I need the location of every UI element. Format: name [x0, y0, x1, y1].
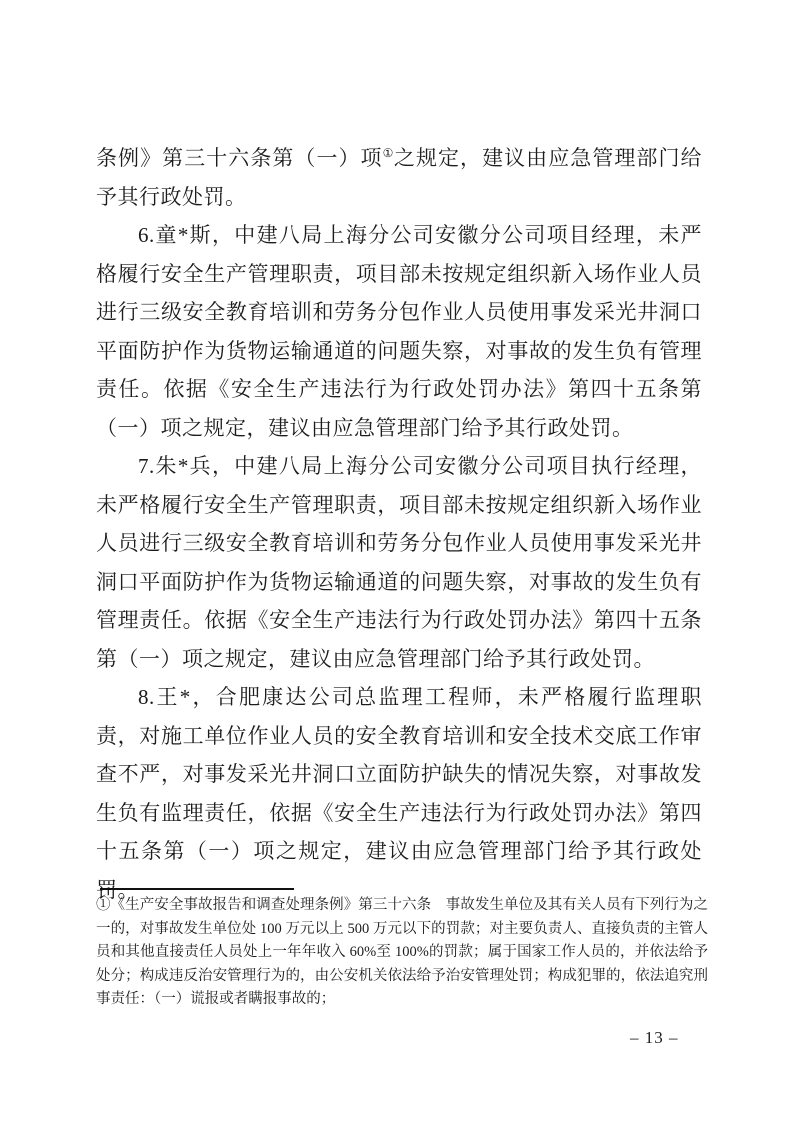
paragraph-continuation — [96, 139, 702, 216]
paragraph-item-7: 7.朱*兵，中建八局上海分公司安徽分公司项目执行经理，未严格履行安全生产管理职责，项目部未按规定组织新入场作业人员进行三级安全教育培训和劳务分包作业人员使用事发采光井洞口平面防护作为货物运输通道的问题失察，对事故的发生负有管理责任。依据《安全生产违法行为行政处罚办法》第四十五条第（一）项之规定，建议由应急管理部门给予其行政处罚。 — [96, 454, 702, 671]
continuation-text-before: 条例》第三十六条第（一）项 — [96, 146, 383, 170]
footnote — [96, 894, 708, 1012]
paragraph-item-8: 8.王*，合肥康达公司总监理工程师，未严格履行监理职责，对施工单位作业人员的安全教育培训和安全技术交底工作审查不严，对事发采光井洞口立面防护缺失的情况失察，对事故发生负有监理责任，依据《安全生产违法行为行政处罚办法》第四十五条第（一）项之规定，建议由应急管理部门给予其行政处罚。 — [96, 685, 702, 902]
footnote-marker: ① — [96, 897, 111, 913]
body-text — [96, 139, 702, 909]
footnote-text: 《生产安全事故报告和调查处理条例》第三十六条 事故发生单位及其有关人员有下列行为之一的，对事故发生单位处 100 万元以上 500 万元以下的罚款；对主要负责人、直接负责的主管人员和其他直接责任人员处上一年年收入 60%至 100%的罚款；属于国家工作人员的，并依法给予处分；构成违反治安管理行为的，由公安机关依法给予治安管理处罚；构成犯罪的，依法追究刑事责任：（一）谎报或者瞒报事故的； — [96, 897, 709, 1007]
footnote-separator-rule — [100, 888, 294, 890]
paragraph-item-6: 6.童*斯，中建八局上海分公司安徽分公司项目经理，未严格履行安全生产管理职责，项目部未按规定组织新入场作业人员进行三级安全教育培训和劳务分包作业人员使用事发采光井洞口平面防护作为货物运输通道的问题失察，对事故的发生负有管理责任。依据《安全生产违法行为行政处罚办法》第四十五条第（一）项之规定，建议由应急管理部门给予其行政处罚。 — [96, 223, 702, 440]
footnote-reference-mark: ① — [382, 146, 394, 160]
continuation-text-after: 之规定，建议由应急管理部门给予其行政处罚。 — [96, 146, 702, 209]
page-number: – 13 – — [630, 1028, 679, 1047]
